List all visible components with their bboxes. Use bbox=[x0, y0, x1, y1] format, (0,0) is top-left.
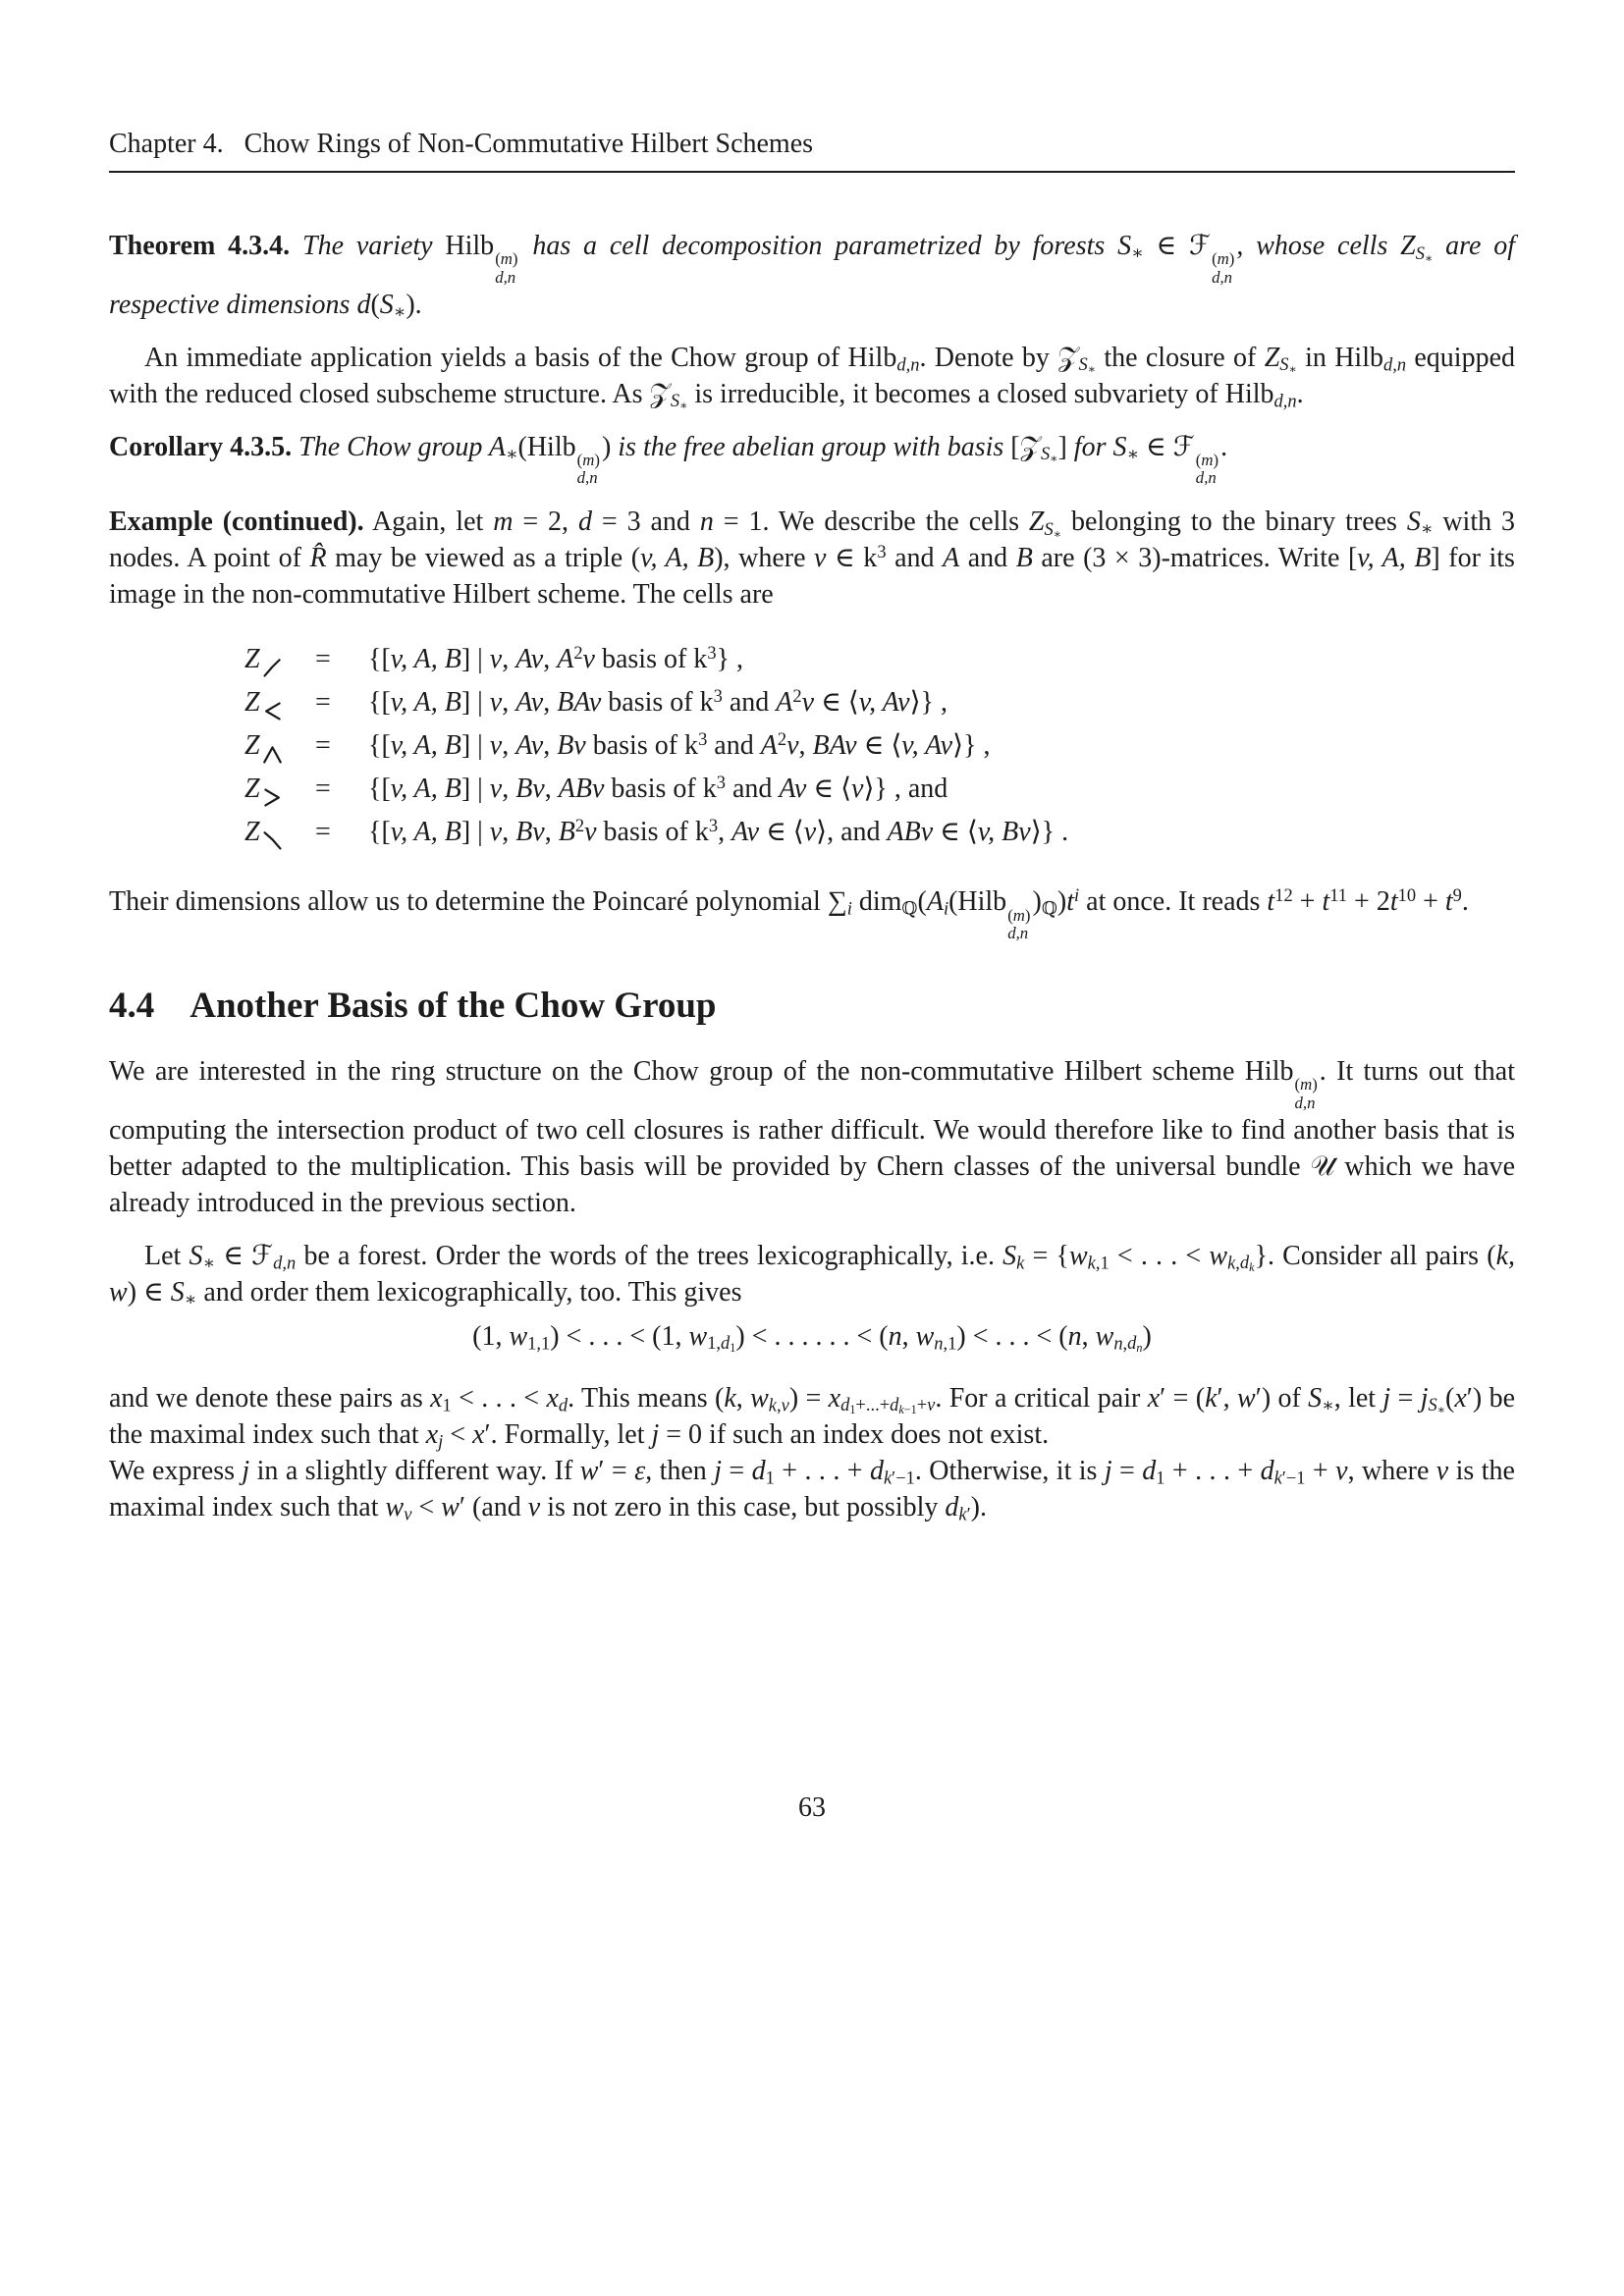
symbol-Z: Z bbox=[244, 687, 260, 719]
section-4-4-heading bbox=[109, 986, 1515, 1027]
section-title: Another Basis of the Chow Group bbox=[189, 986, 717, 1027]
running-header-text: Chapter 4. Chow Rings of Non-Commutative Hilbert Schemes bbox=[109, 129, 814, 159]
cell-equations-display bbox=[244, 638, 1515, 854]
page-number: 63 bbox=[798, 1792, 826, 1823]
equation-lhs bbox=[244, 638, 315, 681]
paragraph-critical-pairs: and we denote these pairs as $x_1$ < . . . < $x_d$. This means (k, $w_{k,\nu}) = x_{d_1+...+d_{k-1}+\nu}$. For a critical pair x′ = (k′, w′) of $S_∗$, let $j = j_{S_∗}(x')$ be the maximal index such that $x_j < x'$. Formally, let j = 0 if such an index does not exist. bbox=[109, 1382, 1516, 1452]
equation-lhs bbox=[244, 811, 315, 854]
equals-sign: = bbox=[315, 774, 331, 805]
equation-lhs bbox=[244, 768, 315, 811]
equation-rhs: {[v, A, B] | v, Av, Bv basis of $k^3$ and $A^2v$, BAv ∈ ⟨v, Av⟩} , bbox=[368, 729, 991, 762]
equation-row bbox=[244, 768, 1515, 811]
equals-sign: = bbox=[315, 644, 331, 675]
header-rule bbox=[109, 171, 1515, 173]
binary-tree-right-left-icon bbox=[263, 788, 282, 807]
corollary-4-3-5: Corollary 4.3.5. The Chow group $A_∗(Hilb$ (m) d,n ) is the free abelian group with basis [𝒵$_{S_∗}$] for $S_∗$ ∈ ℱ (m) d,n . bbox=[109, 431, 1228, 488]
equation-rhs: {[v, A, B] | v, Bv, $B^2v$ basis of $k^3$, Av ∈ ⟨v⟩, and ABv ∈ ⟨v, Bv⟩} . bbox=[368, 816, 1069, 848]
equation-rhs: {[v, A, B] | v, Av, $A^2v$ basis of $k^3$} , bbox=[368, 643, 743, 675]
equation-lhs bbox=[244, 681, 315, 724]
paragraph-express-j: We express j in a slightly different way. If w′ = ε, then $j = d_1$ + . . . + $d_{k'-1}$. Otherwise, it is $j = d_1$ + . . . + $d_{k'-1} + \nu$, where ν is the maximal index such that $w_\nu < w'$ (and ν is not zero in this case, but possibly $d_{k'}$). bbox=[109, 1455, 1515, 1524]
example-continued: Example (continued). Again, let m = 2, d = 3 and n = 1. We describe the cells $Z_{S_∗}$ belonging to the binary trees $S_∗$ with 3 nodes. A point of R̂ may be viewed as a triple (v, A, B), where v ∈ $k^3$ and A and B are (3 × 3)-matrices. Write [v, A, B] for its image in the non-commutative Hilbert scheme. The cells are bbox=[109, 507, 1516, 611]
binary-tree-left-chain-icon bbox=[263, 659, 282, 677]
section-number: 4.4 bbox=[109, 986, 155, 1027]
equals-sign: = bbox=[315, 817, 331, 848]
paragraph-forest-ordering: Let $S_∗$ ∈ ℱ$_{d,n}$ be a forest. Order the words of the trees lexicographically, i.e. $S_k = \{w_{k,1}$ < . . . < $w_{k,d_k}$}. Consider all pairs (k, w) ∈ $S_∗$ and order them lexicographically, too. This gives bbox=[109, 1240, 1516, 1309]
equation-row bbox=[244, 638, 1515, 681]
binary-tree-right-chain-icon bbox=[263, 831, 282, 850]
equals-sign: = bbox=[315, 687, 331, 719]
paragraph-poincare-polynomial: Their dimensions allow us to determine the Poincaré polynomial $\sum_i$ $dim_ℚ(A_i(Hilb$ (m) d,n )$_ℚ)t^i$ at once. It reads $t^{12} + t^{11} + 2t^{10} + t^9$. bbox=[109, 885, 1469, 942]
running-header bbox=[109, 126, 1515, 173]
symbol-Z: Z bbox=[244, 644, 260, 675]
equation-rhs: {[v, A, B] | v, Bv, ABv basis of $k^3$ and Av ∈ ⟨v⟩} , and bbox=[368, 773, 948, 805]
equation-lhs bbox=[244, 724, 315, 768]
paragraph-ring-structure: We are interested in the ring structure on the Chow group of the non-commutative Hilbert scheme Hilb (m) d,n . It turns out that computing the intersection product of two cell closures is rather difficult. We would therefore like to find another basis that is better adapted to the multiplication. This basis will be provided by Chern classes of the universal bundle 𝒰 which we have already introduced in the previous section. bbox=[109, 1056, 1515, 1218]
equals-sign: = bbox=[315, 730, 331, 762]
equation-rhs: {[v, A, B] | v, Av, BAv basis of $k^3$ and $A^2v$ ∈ ⟨v, Av⟩} , bbox=[368, 686, 947, 719]
binary-tree-left-right-icon bbox=[263, 702, 282, 721]
symbol-Z: Z bbox=[244, 817, 260, 848]
equation-row bbox=[244, 811, 1515, 854]
equation-row bbox=[244, 681, 1515, 724]
paragraph-chow-basis: An immediate application yields a basis of the Chow group of Hilb$_{d,n}$. Denote by 𝒵$_{S_∗}$ the closure of $Z_{S_∗}$ in Hilb$_{d,n}$ equipped with the reduced closed subscheme structure. As 𝒵$_{S_∗}$ is irreducible, it becomes a closed subvariety of Hilb$_{d,n}$. bbox=[109, 342, 1516, 413]
symbol-Z: Z bbox=[244, 774, 260, 805]
symbol-Z: Z bbox=[244, 730, 260, 762]
equation-row bbox=[244, 724, 1515, 768]
lexicographic-order-equation: (1, $w_{1,1}$) < . . . < (1, $w_{1,d_1}$) < . . . . . . < (n, $w_{n,1}$) < . . . < (n, $w_{n,d_n}$) bbox=[472, 1320, 1152, 1356]
binary-tree-two-children-icon bbox=[263, 745, 282, 764]
theorem-4-3-4: Theorem 4.3.4. The variety Hilb (m) d,n has a cell decomposition parametrized by forests $S_∗$ ∈ ℱ (m) d,n , whose cells $Z_{S_∗}$ are of respective dimensions $d(S_∗)$. bbox=[109, 231, 1515, 322]
text-block bbox=[109, 126, 1515, 1542]
